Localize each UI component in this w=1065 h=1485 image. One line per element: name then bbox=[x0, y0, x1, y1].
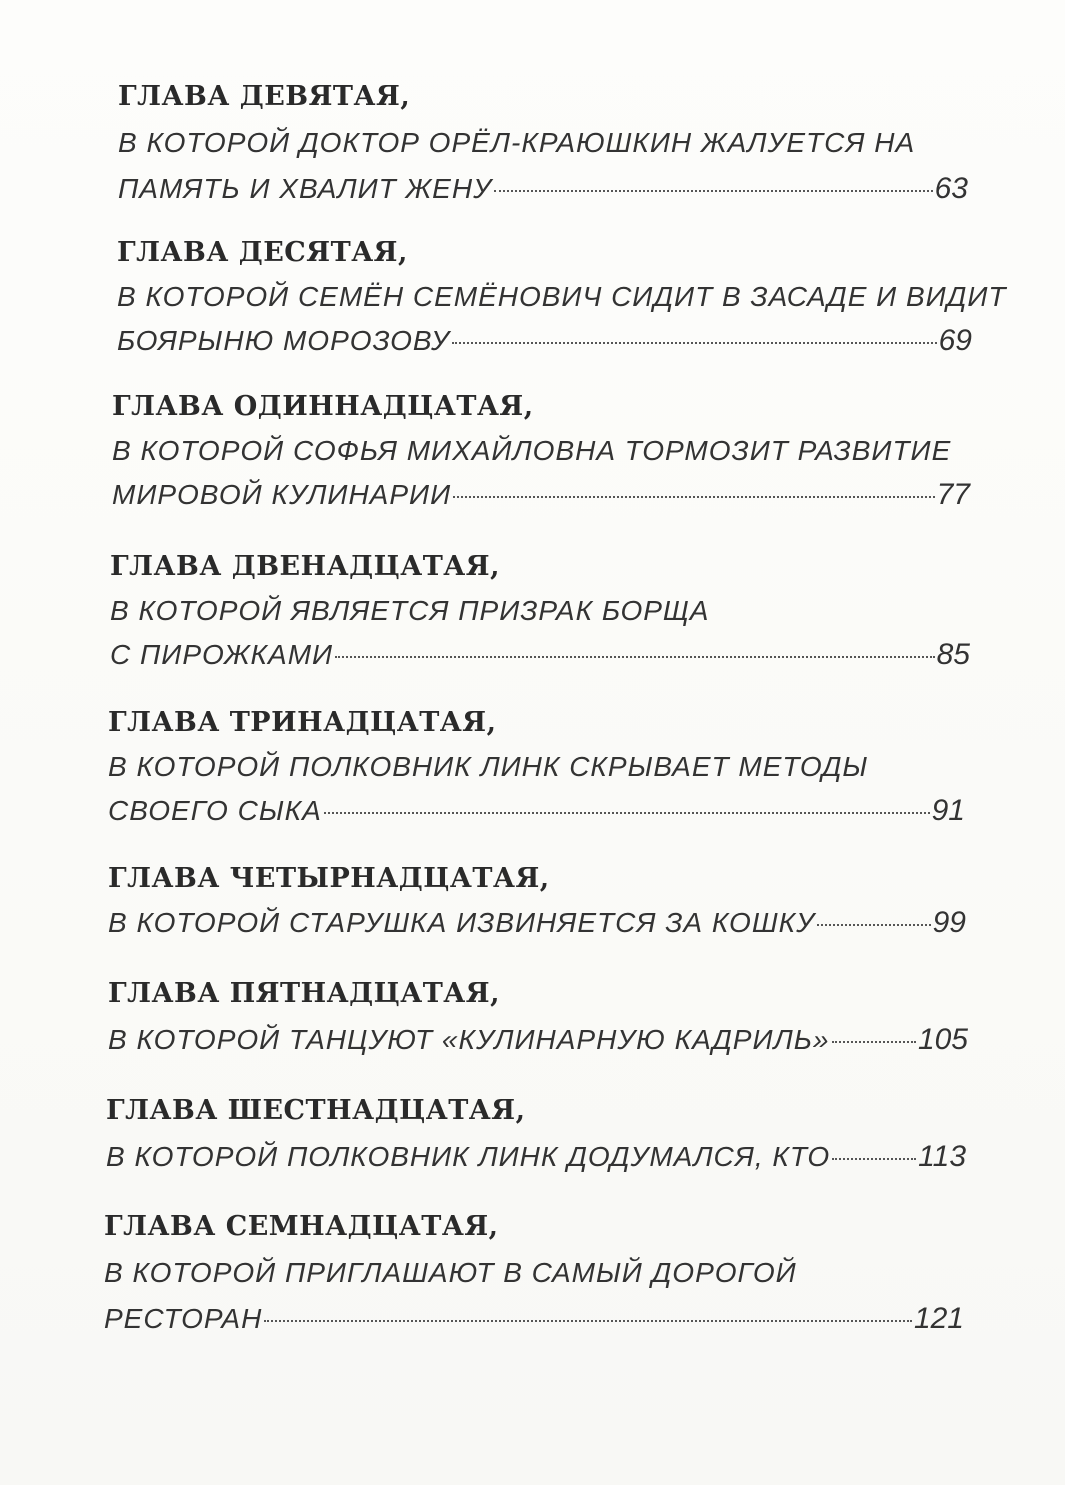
toc-entry bbox=[108, 704, 965, 832]
dot-leader bbox=[324, 812, 930, 814]
chapter-subtitle-end: В КОТОРОЙ СТАРУШКА ИЗВИНЯЕТСЯ ЗА КОШКУ bbox=[108, 907, 816, 938]
chapter-title: ГЛАВА ТРИНАДЦАТАЯ, bbox=[108, 707, 497, 738]
chapter-subtitle-line: В КОТОРОЙ ДОКТОР ОРЁЛ-КРАЮШКИН ЖАЛУЕТСЯ НА bbox=[118, 127, 916, 158]
chapter-last-line bbox=[118, 168, 968, 210]
chapter-title: ГЛАВА ШЕСТНАДЦАТАЯ, bbox=[106, 1095, 526, 1126]
dot-leader bbox=[817, 924, 931, 926]
chapter-title: ГЛАВА ЧЕТЫРНАДЦАТАЯ, bbox=[108, 863, 550, 894]
chapter-subtitle-end: БОЯРЫНЮ МОРОЗОВУ bbox=[117, 325, 450, 356]
chapter-subtitle-line: В КОТОРОЙ ПОЛКОВНИК ЛИНК СКРЫВАЕТ МЕТОДЫ bbox=[108, 751, 869, 782]
page-number[interactable]: 121 bbox=[913, 1302, 964, 1335]
chapter-subtitle-end: ПАМЯТЬ И ХВАЛИТ ЖЕНУ bbox=[118, 173, 492, 204]
dot-leader bbox=[452, 342, 937, 344]
chapter-subtitle-end: МИРОВОЙ КУЛИНАРИИ bbox=[112, 479, 452, 510]
dot-leader bbox=[335, 656, 935, 658]
page-number[interactable]: 91 bbox=[931, 794, 965, 827]
chapter-subtitle-line: В КОТОРОЙ ЯВЛЯЕТСЯ ПРИЗРАК БОРЩА bbox=[110, 595, 710, 626]
toc-entry bbox=[117, 234, 1007, 362]
page-number[interactable]: 63 bbox=[934, 172, 968, 205]
chapter-title: ГЛАВА ДВЕНАДЦАТАЯ, bbox=[110, 551, 501, 582]
chapter-subtitle-end: В КОТОРОЙ ТАНЦУЮТ «КУЛИНАРНУЮ КАДРИЛЬ» bbox=[108, 1024, 830, 1055]
toc-entry bbox=[106, 1092, 966, 1178]
toc-entry bbox=[112, 388, 970, 516]
toc-entry bbox=[118, 78, 968, 210]
chapter-last-line bbox=[108, 1019, 968, 1061]
dot-leader bbox=[494, 190, 933, 192]
chapter-last-line bbox=[108, 790, 965, 832]
toc-entry bbox=[104, 1208, 964, 1340]
dot-leader bbox=[832, 1041, 916, 1043]
chapter-title: ГЛАВА ДЕСЯТАЯ, bbox=[117, 237, 408, 268]
chapter-subtitle-line: В КОТОРОЙ СОФЬЯ МИХАЙЛОВНА ТОРМОЗИТ РАЗВИТИЕ bbox=[112, 435, 952, 466]
page-number[interactable]: 85 bbox=[936, 638, 970, 671]
chapter-last-line bbox=[108, 902, 966, 944]
chapter-last-line bbox=[112, 474, 970, 516]
toc-entry bbox=[108, 860, 966, 944]
page-number[interactable]: 99 bbox=[932, 906, 966, 939]
chapter-subtitle-end: В КОТОРОЙ ПОЛКОВНИК ЛИНК ДОДУМАЛСЯ, КТО bbox=[106, 1141, 831, 1172]
chapter-subtitle-line: В КОТОРОЙ ПРИГЛАШАЮТ В САМЫЙ ДОРОГОЙ bbox=[104, 1257, 797, 1288]
toc-entry bbox=[110, 548, 970, 676]
chapter-title: ГЛАВА ДЕВЯТАЯ, bbox=[118, 81, 411, 112]
chapter-last-line bbox=[104, 1298, 964, 1340]
toc-entry bbox=[108, 975, 968, 1061]
chapter-last-line bbox=[110, 634, 970, 676]
page-number[interactable]: 69 bbox=[938, 324, 972, 357]
chapter-title: ГЛАВА ПЯТНАДЦАТАЯ, bbox=[108, 978, 500, 1009]
chapter-title: ГЛАВА СЕМНАДЦАТАЯ, bbox=[104, 1211, 499, 1242]
chapter-last-line bbox=[117, 320, 972, 362]
chapter-subtitle-line: В КОТОРОЙ СЕМЁН СЕМЁНОВИЧ СИДИТ В ЗАСАДЕ И ВИДИТ bbox=[117, 281, 1007, 312]
page-number[interactable]: 77 bbox=[936, 478, 970, 511]
chapter-subtitle-end: СВОЕГО СЫКА bbox=[108, 795, 322, 826]
page-number[interactable]: 105 bbox=[917, 1023, 968, 1056]
chapter-title: ГЛАВА ОДИННАДЦАТАЯ, bbox=[112, 391, 534, 422]
chapter-subtitle-end: РЕСТОРАН bbox=[104, 1303, 263, 1334]
dot-leader bbox=[264, 1320, 912, 1322]
dot-leader bbox=[832, 1158, 916, 1160]
chapter-subtitle-end: С ПИРОЖКАМИ bbox=[110, 639, 334, 670]
dot-leader bbox=[453, 496, 935, 498]
chapter-last-line bbox=[106, 1136, 966, 1178]
page-number[interactable]: 113 bbox=[918, 1140, 966, 1173]
